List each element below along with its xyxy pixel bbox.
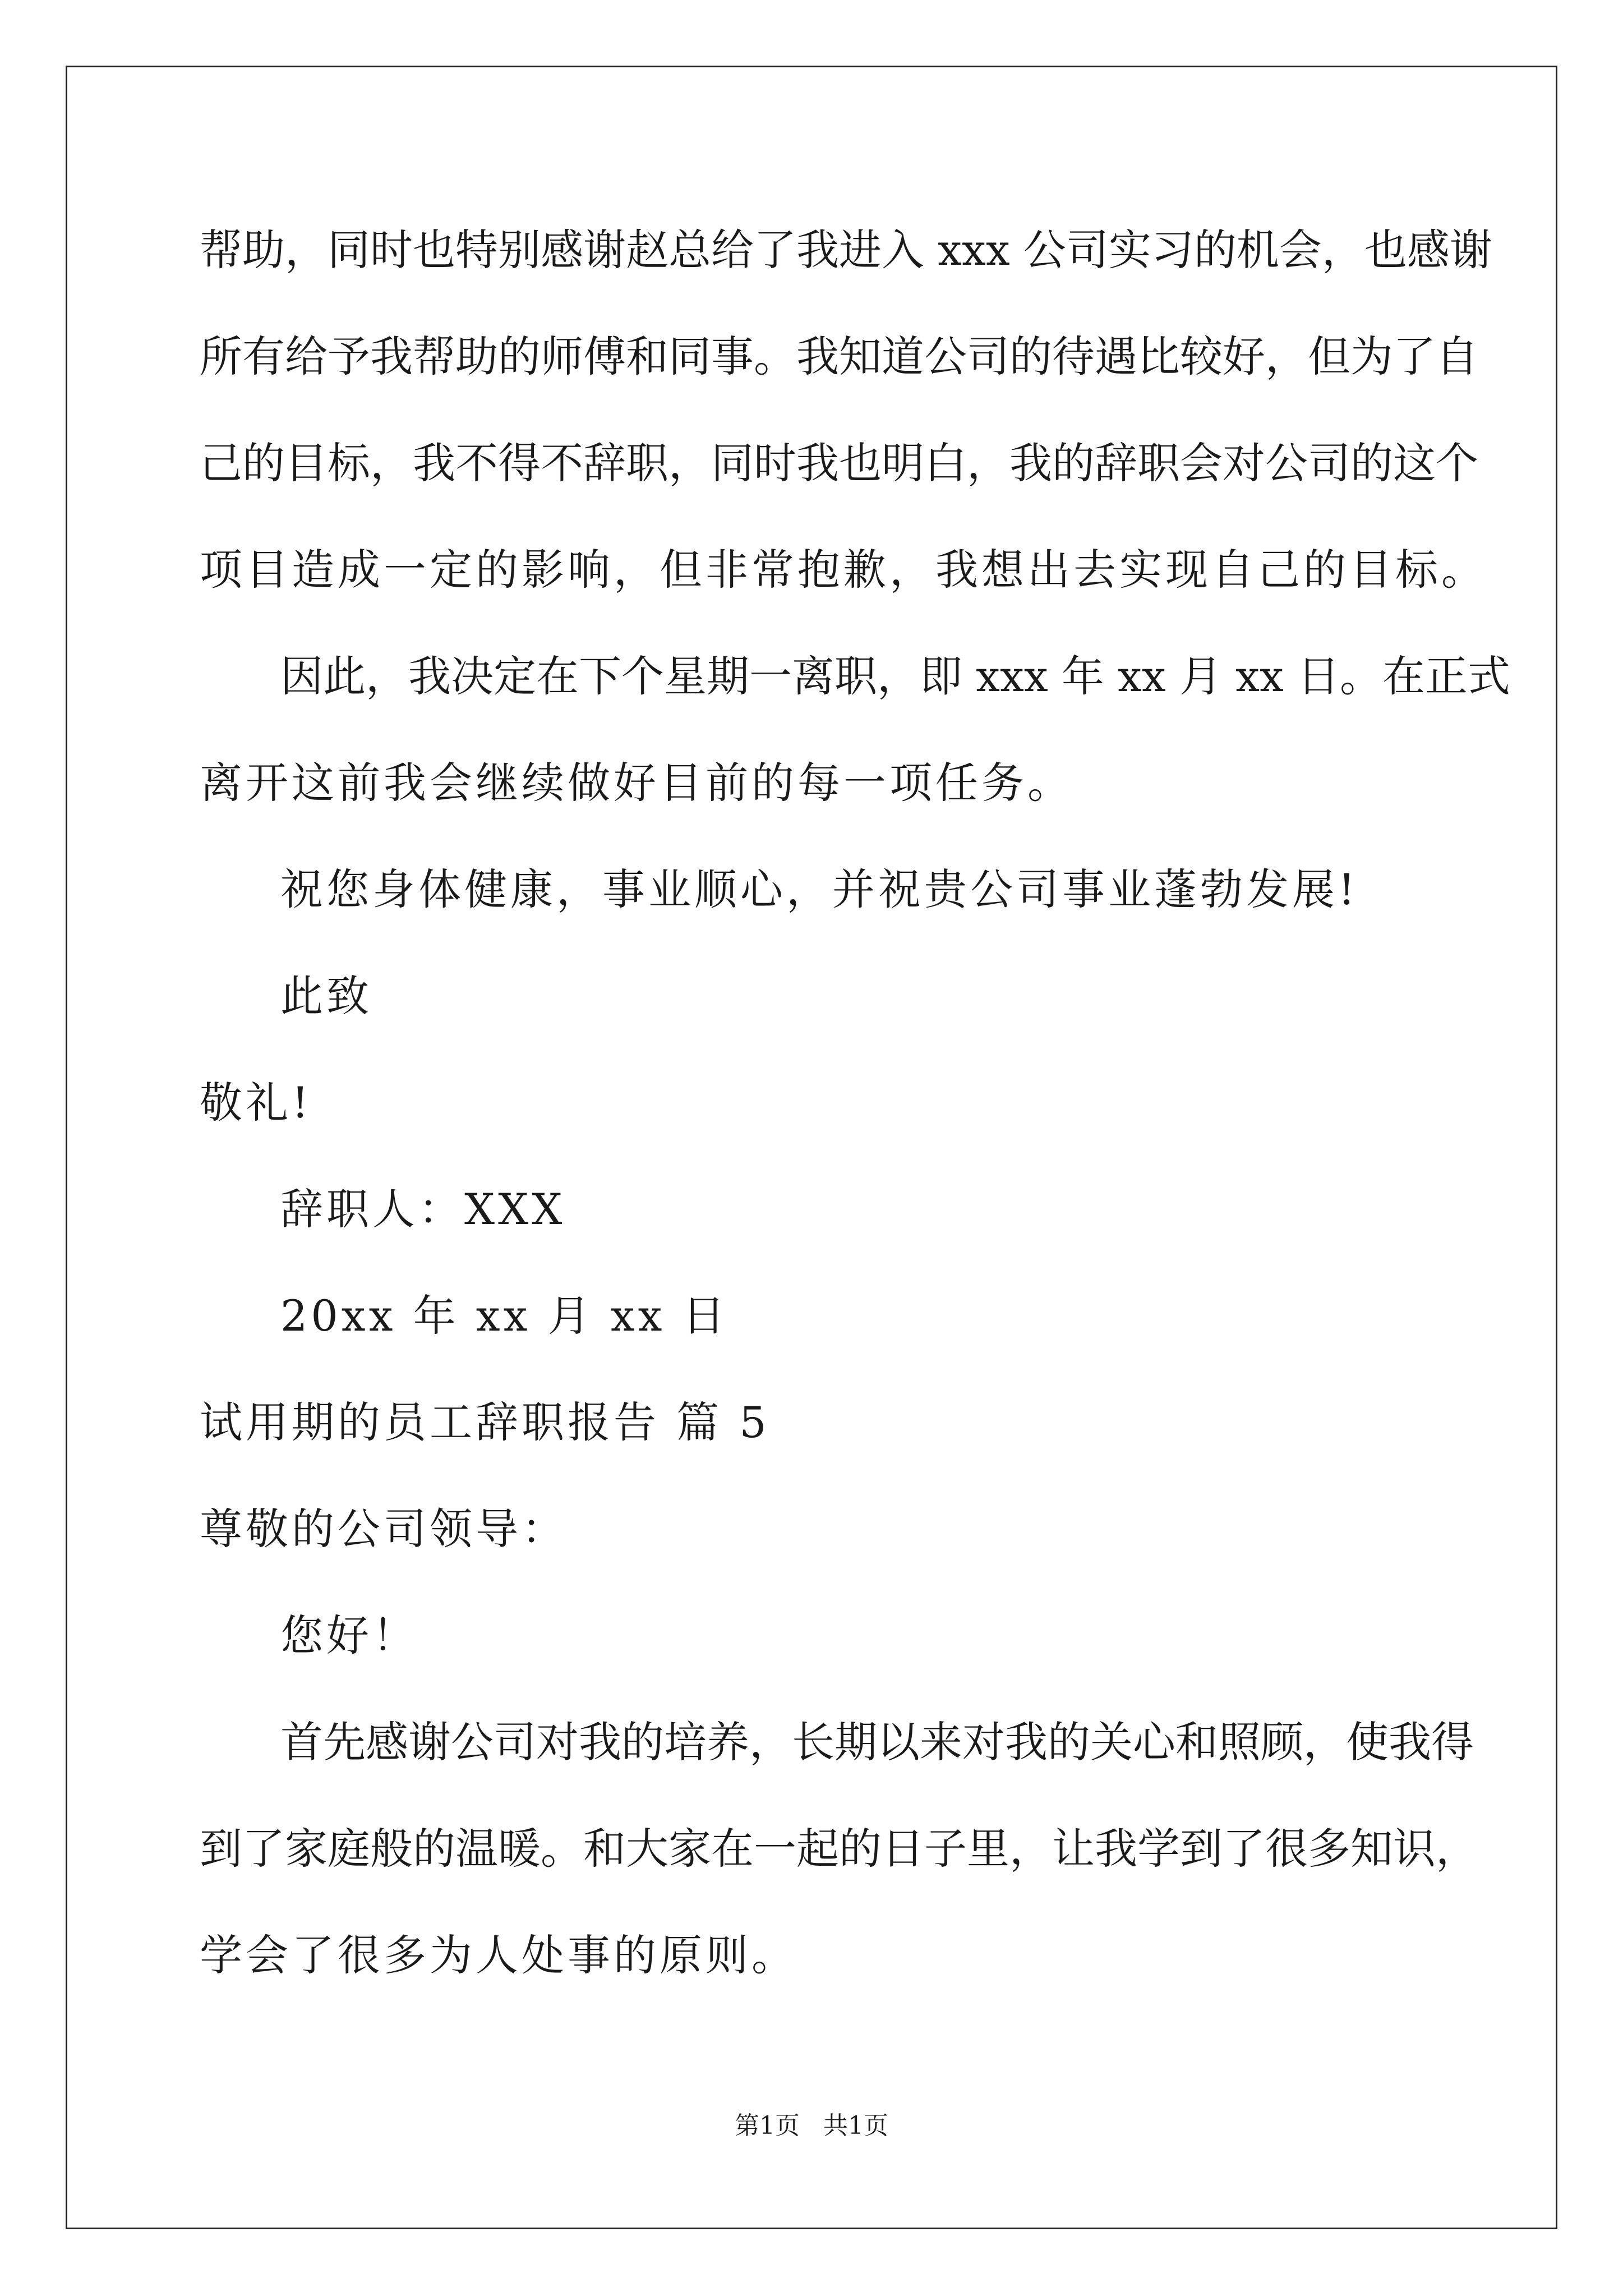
paragraph-line-5: 因此，我决定在下个星期一离职，即 xxx 年 xx 月 xx 日。在正式 [280, 651, 1510, 701]
letter-recipient: 尊敬的公司领导： [200, 1504, 568, 1554]
paragraph-line-1: 帮助，同时也特别感谢赵总给了我进入 xxx 公司实习的机会，也感谢 [200, 225, 1492, 275]
paragraph-line-8: 到了家庭般的温暖。和大家在一起的日子里，让我学到了很多知识， [200, 1824, 1478, 1874]
section-heading: 试用期的员工辞职报告 篇 5 [200, 1397, 770, 1447]
paragraph-line-9: 学会了很多为人处事的原则。 [200, 1930, 797, 1980]
closing-regards: 敬礼! [200, 1078, 312, 1128]
paragraph-line-3: 己的目标，我不得不辞职，同时我也明白，我的辞职会对公司的这个 [200, 438, 1478, 488]
signature-name: 辞职人：XXX [280, 1184, 566, 1234]
blessing-line: 祝您身体健康，事业顺心，并祝贵公司事业蓬勃发展! [280, 864, 1359, 914]
page-footer: 第1页 共1页 [735, 2111, 888, 2140]
page-border [66, 66, 1557, 2229]
paragraph-line-2: 所有给予我帮助的师傅和同事。我知道公司的待遇比较好，但为了自 [200, 332, 1478, 381]
paragraph-line-7: 首先感谢公司对我的培养，长期以来对我的关心和照顾，使我得 [280, 1717, 1474, 1767]
signature-date: 20xx 年 xx 月 xx 日 [280, 1291, 728, 1341]
paragraph-line-6: 离开这前我会继续做好目前的每一项任务。 [200, 758, 1073, 808]
closing-salutation: 此致 [280, 971, 372, 1021]
letter-greeting: 您好！ [280, 1611, 418, 1660]
paragraph-line-4: 项目造成一定的影响，但非常抱歉，我想出去实现自己的目标。 [200, 545, 1487, 595]
